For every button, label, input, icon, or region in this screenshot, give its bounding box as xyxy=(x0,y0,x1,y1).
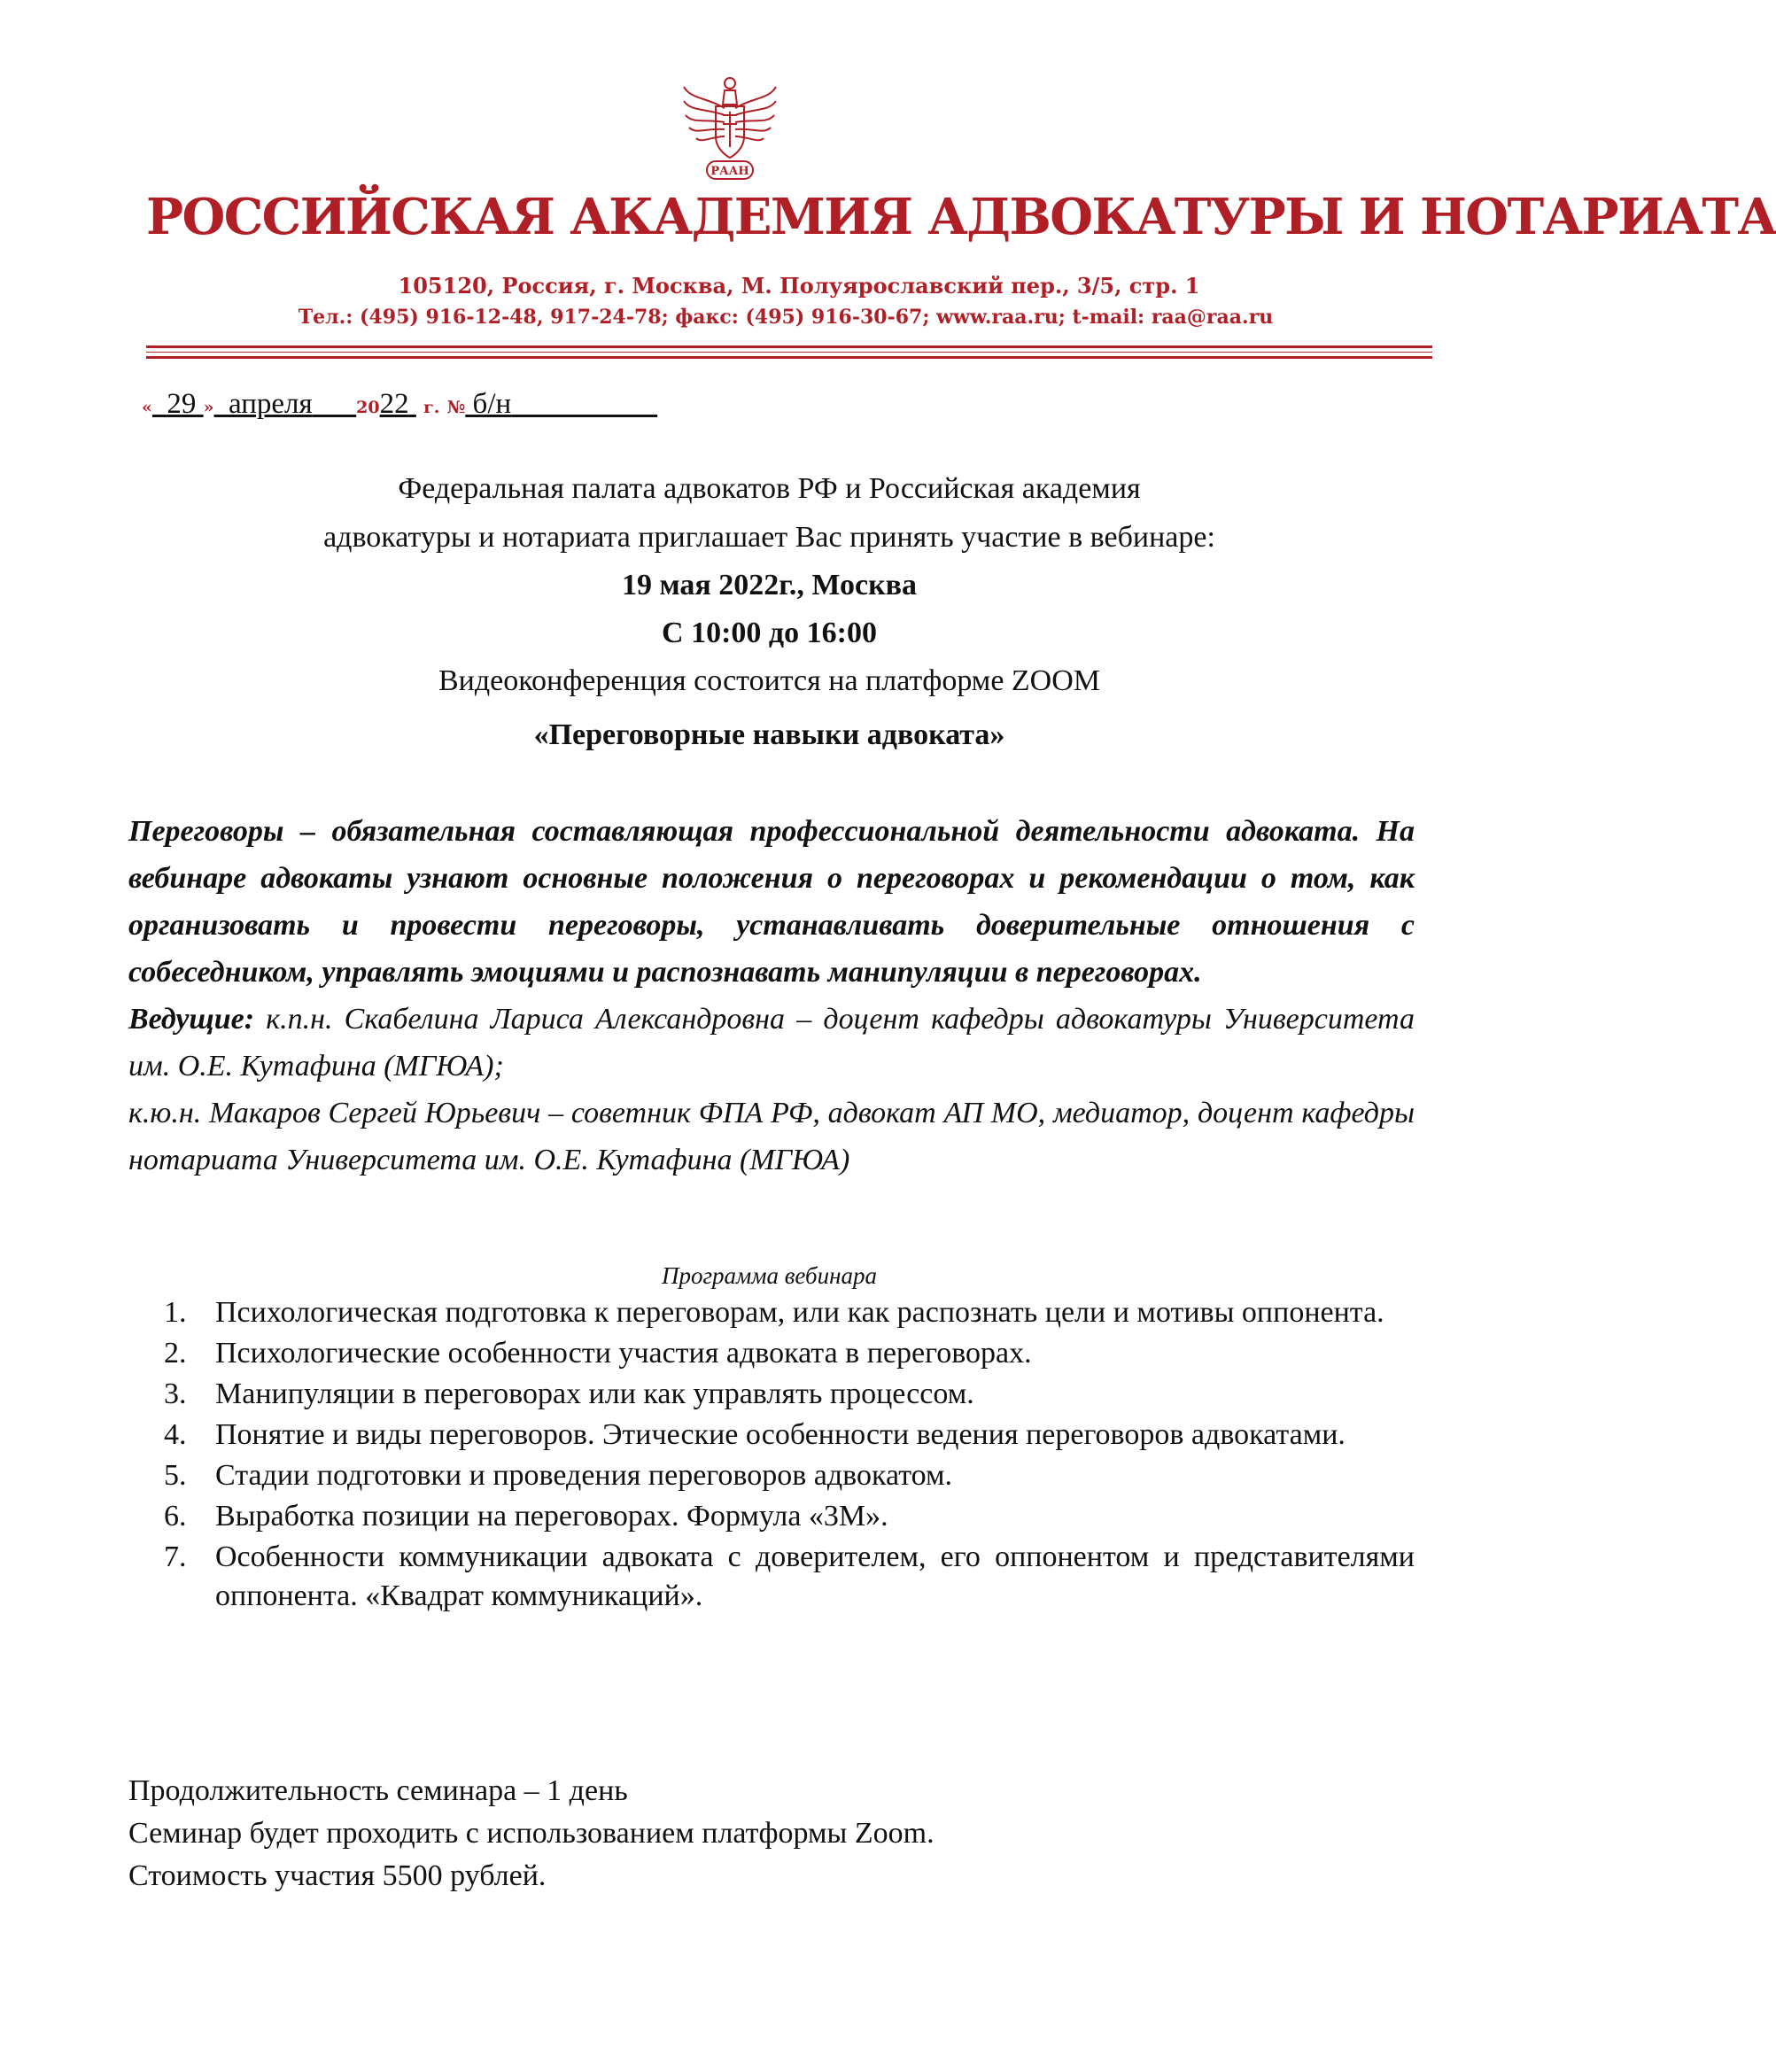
footer-info xyxy=(128,1770,935,1897)
event-date-place: 19 мая 2022г., Москва xyxy=(621,569,918,601)
webinar-description: Переговоры – обязательная составляющая профессиональной деятельности адвоката. На вебинаре адвокаты узнают основные положения о переговорах и рекомендации о том, как организовать и провести переговоры, устанавливать доверительные отношения с собеседником, управлять эмоциями и распознавать манипуляции в переговорах. xyxy=(128,815,1415,989)
organization-name: РОССИЙСКАЯ АКАДЕМИЯ АДВОКАТУРЫ И НОТАРИАТА xyxy=(146,188,1776,246)
contact-line: Тел.: (495) 916-12-48, 917-24-78; факс: (495) 916-30-67; www.raa.ru; t-mail: raa@raa.ru xyxy=(298,306,1274,329)
webinar-description-block xyxy=(128,808,1415,1183)
program-item: 1. Психологическая подготовка к переговорам, или как распознать цели и мотивы оппонента. xyxy=(164,1296,1384,1329)
header-divider xyxy=(146,356,1432,359)
year-suffix: 22 xyxy=(379,388,409,420)
number-sign: № xyxy=(446,398,466,417)
hosts-label: Ведущие: xyxy=(128,1003,255,1036)
program-title: Программа вебинара xyxy=(661,1262,878,1289)
close-quote: » xyxy=(203,398,214,417)
host-1: к.п.н. Скабелина Лариса Александровна – доцент кафедры адвокатуры Университета им. О.Е. Кутафина (МГЮА); xyxy=(128,1003,1415,1083)
event-time: С 10:00 до 16:00 xyxy=(662,617,877,649)
program-item: 7. Особенности коммуникации адвоката с доверителем, его оппонентом и представителями оппонента. «Квадрат коммуникаций». xyxy=(164,1540,1415,1612)
academy-emblem-logo xyxy=(680,73,779,188)
seminar-duration: Продолжительность семинара – 1 день xyxy=(128,1774,628,1807)
program-item: 5. Стадии подготовки и проведения переговоров адвокатом. xyxy=(164,1459,952,1492)
header-divider xyxy=(146,352,1432,353)
letter-number: б/н xyxy=(472,388,512,420)
address-line: 105120, Россия, г. Москва, М. Полуярославский пер., 3/5, стр. 1 xyxy=(398,273,1200,299)
invitation-line-2: адвокатуры и нотариата приглашает Вас принять участие в вебинаре: xyxy=(323,521,1215,554)
seminar-platform: Семинар будет проходить с использованием платформы Zoom. xyxy=(128,1817,935,1850)
year-prefix: 20 xyxy=(356,398,380,417)
date-month: апреля xyxy=(229,388,313,420)
program-list xyxy=(164,1293,1415,1618)
webinar-title: «Переговорные навыки адвоката» xyxy=(533,718,1005,751)
program-item: 6. Выработка позиции на переговорах. Формула «3М». xyxy=(164,1500,888,1533)
event-platform: Видеоконференция состоится на платформе ZOOM xyxy=(438,664,1101,697)
host-2: к.ю.н. Макаров Сергей Юрьевич – советник ФПА РФ, адвокат АП МО, медиатор, доцент кафедры нотариата Университета им. О.Е. Кутафина (МГЮА) xyxy=(128,1097,1415,1176)
date-day: 29 xyxy=(167,388,197,420)
invitation-line-1: Федеральная палата адвокатов РФ и Российская академия xyxy=(398,472,1141,505)
program-item: 2. Психологические особенности участия адвоката в переговорах. xyxy=(164,1337,1032,1370)
header-divider xyxy=(146,345,1432,348)
letter-dateline xyxy=(142,388,657,421)
year-abbr: г. xyxy=(423,398,440,417)
program-item: 4. Понятие и виды переговоров. Этические особенности ведения переговоров адвокатами. xyxy=(164,1418,1346,1451)
program-item: 3. Манипуляции в переговорах или как управлять процессом. xyxy=(164,1377,974,1410)
emblem-label: РААН xyxy=(710,165,749,178)
open-quote: « xyxy=(142,398,152,417)
participation-price: Стоимость участия 5500 рублей. xyxy=(128,1859,547,1892)
